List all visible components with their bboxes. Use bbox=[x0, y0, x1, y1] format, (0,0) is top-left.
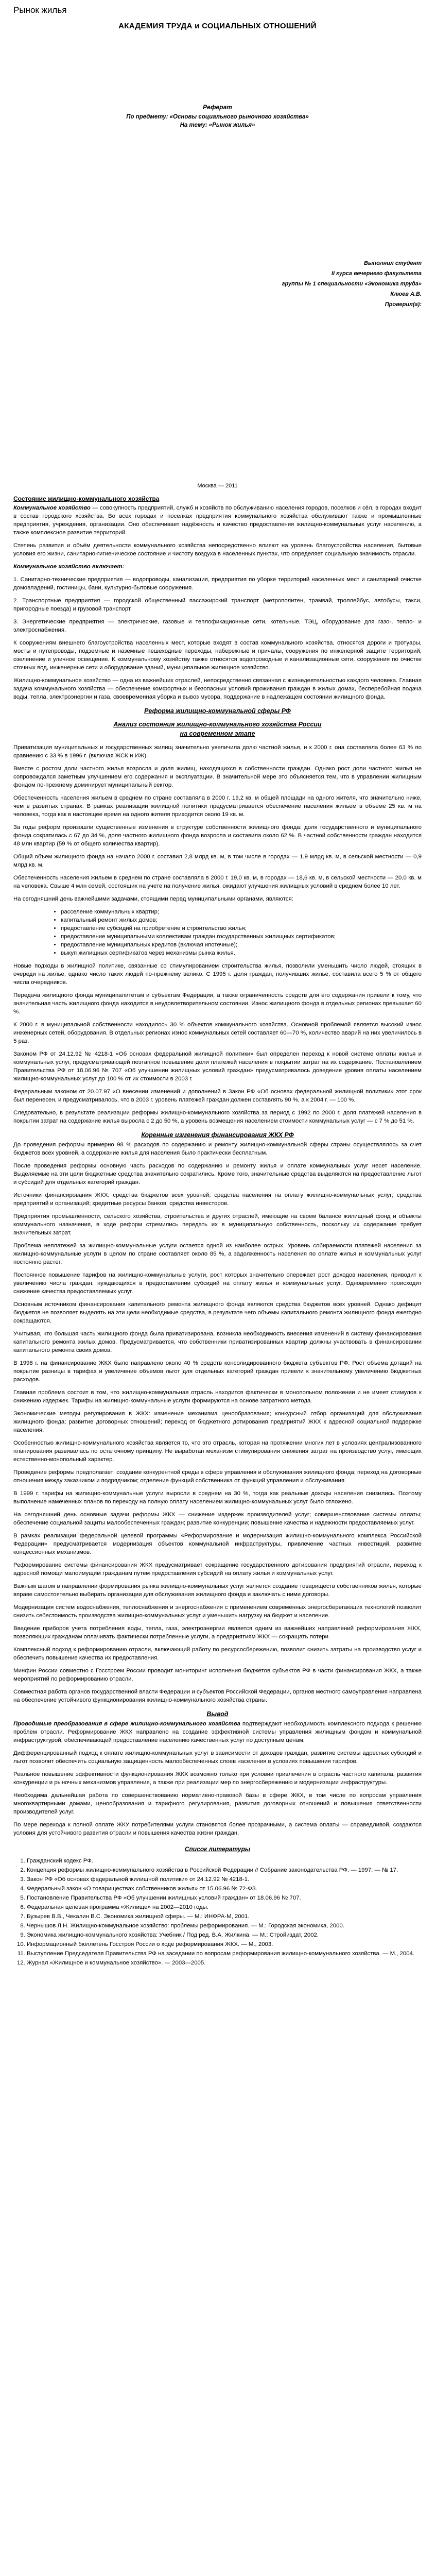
paragraph: Модернизация систем водоснабжения, теплоснабжения и энергоснабжения с применением современных энергосберегающих технологий позволит снизить себестоимость производства жилищно-коммунальных услуг и уменьшить нагрузку на бюджет и население. bbox=[13, 1604, 422, 1619]
paragraph: Федеральным законом от 20.07.97 «О внесении изменений и дополнений в Закон РФ «Об основах федеральной жилищной политики» этот срок был перенесен, и предусматривалось, что в 2003 г. уровень платежей граждан должен составлять 90 %, а к 2004 г. — 100 %. bbox=[13, 1089, 422, 1103]
paragraph: Основным источником финансирования капитального ремонта жилищного фонда являются средства бюджетов всех уровней. Однако дефицит бюджетов не позволяет выделять на эти цели необходимые средства, в результате чего объемы капитального ремонта жилищного фонда ежегодно сокращаются. bbox=[13, 1301, 422, 1324]
section-heading: на современном этапе bbox=[180, 730, 255, 737]
student-line: II курса вечернего факультета bbox=[331, 270, 422, 277]
source-item: 2. Концепция реформы жилищно-коммунального хозяйства в Российской Федерации // Собрание законодательства РФ. — 1997. — № 17. bbox=[27, 1866, 422, 1874]
city-year: Москва — 2011 bbox=[197, 483, 238, 489]
paragraph: К сооружениям внешнего благоустройства населенных мест, которые входят в состав коммунального хозяйства, относятся дороги и тротуары, мосты и путепроводы, подземные и наземные пешеходные переходы, набережные и причалы, сооружения по инженерной защите территорий, озеленение и уличное освещение. К коммунальному хозяйству также относятся водопроводные и канализационные сети, сооружения по очистке сточных вод, инженерные сети и оборудование зданий, муниципальное жилищное хозяйство. bbox=[13, 640, 422, 671]
paragraph: 3. Энергетические предприятия — электрические, газовые и теплофикационные сети, котельные, ТЭЦ, оборудование для газо-, тепло- и электроснабжения. bbox=[13, 619, 422, 633]
paragraph bbox=[13, 1720, 422, 1744]
section-heading: Коренные изменения финансирования ЖКХ РФ bbox=[141, 1131, 294, 1139]
paragraph: В рамках реализации федеральной целевой программы «Реформирование и модернизация жилищно-коммунального комплекса Российской Федерации» предусматривается модернизация объектов коммунальной инфраструктуры, привлечение частных инвестиций, развитие концессионных механизмов. bbox=[13, 1533, 422, 1555]
paragraph: Главная проблема состоит в том, что жилищно-коммунальная отрасль находится фактически в монопольном положении и не имеет стимулов к снижению издержек. Тарифы на жилищно-коммунальные услуги формируются на основе затратного метода. bbox=[13, 1389, 422, 1404]
paragraph: Реформирование системы финансирования ЖКХ предусматривает сокращение государственного дотирования предприятий отрасли, переход к адресной помощи малоимущим гражданам путем предоставления субсидий на оплату жилья и коммунальных услуг. bbox=[13, 1562, 422, 1577]
paragraph: Дифференцированный подход к оплате жилищно-коммунальных услуг в зависимости от доходов граждан, развитие системы адресных субсидий и льгот позволит обеспечить социальную защищенность малообеспеченных слоев населения в условиях повышения тарифов. bbox=[13, 1750, 422, 1765]
source-item: 1. Гражданский кодекс РФ. bbox=[27, 1857, 422, 1865]
source-item: 12. Журнал «Жилищное и коммунальное хозяйство». — 2003—2005. bbox=[27, 1959, 422, 1967]
topic-line: На тему: «Рынок жилья» bbox=[180, 122, 255, 128]
paragraph: На сегодняшний день основные задачи реформы ЖКХ — снижение издержек производителей услуг; совершенствование системы оплаты; обеспечение социальной защиты малообеспеченных граждан; развитие конкуренции; повышение качества и надежности предоставляемых услуг. bbox=[13, 1512, 422, 1526]
source-item: 3. Закон РФ «Об основах федеральной жилищной политики» от 24.12.92 № 4218-1. bbox=[27, 1875, 422, 1884]
source-item: 5. Постановление Правительства РФ «Об улучшении жилищных условий граждан» от 18.06.96 № 707. bbox=[27, 1894, 422, 1902]
paragraph: Коммунальное хозяйство включает: bbox=[13, 564, 125, 570]
paragraph: Реальное повышение эффективности функционирования ЖКХ возможно только при условии привлечения в отрасль частного капитала, развития конкуренции и рыночных механизмов управления, а также при реализации мер по энергосбережению и модернизации инфраструктуры. bbox=[13, 1771, 422, 1786]
paragraph: Новые подходы в жилищной политике, связанные со стимулированием строительства жилья, позволили уменьшить число людей, стоящих в очереди на жилье, однако число таких людей по-прежнему велико. С 1995 г. доля граждан, получивших жилье, составила всего 5 % от общего числа очередников. bbox=[13, 963, 422, 986]
student-line: группы № 1 специальности «Экономика труда» bbox=[282, 281, 422, 287]
paragraph bbox=[13, 504, 422, 537]
source-item: 10. Информационный бюллетень Госстроя России о ходе реформирования ЖКХ. — М., 2003. bbox=[27, 1940, 422, 1948]
paragraph: Особенностью жилищно-коммунального хозяйства является то, что это отрасль, которая на протяжении многих лет в условиях централизованного планирования развивалась по остаточному принципу. Не выработан механизм стимулирования снижения затрат на производство услуг, имеющих естественно-монопольный характер. bbox=[13, 1440, 422, 1463]
list-item: • капитальный ремонт жилых домов; bbox=[61, 916, 422, 924]
section-heading: Состояние жилищно-коммунального хозяйства bbox=[13, 495, 160, 502]
referat-title: Реферат bbox=[203, 104, 232, 111]
paragraph: Совместная работа органов государственной власти Федерации и субъектов Российской Федерации, органов местного самоуправления направлена на обеспечение устойчивого функционирования жилищно-коммунального хозяйства страны. bbox=[13, 1689, 422, 1703]
paragraph: Проблема неплатежей за жилищно-коммунальные услуги остается одной из наиболее острых. Уровень собираемости платежей населения за жилищно-коммунальные услуги в целом по стране составляет около 85 %, а задолженность населения по оплате жилья и коммунальных услуг постоянно растет. bbox=[13, 1243, 422, 1265]
paragraph: Необходима дальнейшая работа по совершенствованию нормативно-правовой базы в сфере ЖКХ, в том числе по вопросам управления многоквартирными домами, ценообразования и тарифного регулирования, развития договорных отношений и повышения ответственности производителей услуг. bbox=[13, 1792, 422, 1815]
paragraph: 1. Санитарно-технические предприятия — водопроводы, канализация, предприятия по уборке территорий населенных мест и санитарной очистке домовладений, гостиницы, бани, культурно-бытовые сооружения. bbox=[13, 577, 422, 591]
paragraph-text: — совокупность предприятий, служб и хозяйств по обслуживанию населения городов, поселков и сёл, в городах входит в состав городского хозяйства. Во всех городах и поселках предприятия коммунального хозяйства обслуживают также и промышленные предприятия, учреждения, организации. Оно обеспечивает надёжность и качество предоставления жилищно-коммунальных услуг населению, а также комплексное развитие территорий. bbox=[13, 505, 422, 536]
paragraph: Экономические методы регулирования в ЖКХ: изменение механизма ценообразования; конкурсный отбор организаций для обслуживания жилищного фонда; развитие договорных отношений; переход от бюджетного дотирования предприятий ЖКХ к адресной социальной поддержке населения. bbox=[13, 1411, 422, 1433]
source-item: 4. Федеральный закон «О товариществах собственников жилья» от 15.06.96 № 72-ФЗ. bbox=[27, 1885, 422, 1893]
source-item: 8. Чернышов Л.Н. Жилищно-коммунальное хозяйство: проблемы реформирования. — М.: Городская экономика, 2000. bbox=[27, 1922, 422, 1930]
paragraph: Учитывая, что большая часть жилищного фонда была приватизирована, возникла необходимость внесения изменений в систему финансирования капитального ремонта жилых домов. Предусматривается, что собственники приватизированных квартир должны участвовать в финансировании капитального ремонта своих домов. bbox=[13, 1331, 422, 1353]
paragraph: До проведения реформы примерно 98 % расходов по содержанию и ремонту жилищно-коммунальной сферы страны осуществлялось за счет бюджетов всех уровней, а содержание жилья для населения было практически бесплатным. bbox=[13, 1142, 422, 1156]
list-item: • предоставление субсидий на приобретение и строительство жилья; bbox=[61, 924, 422, 933]
paragraph: В 1998 г. на финансирование ЖКХ было направлено около 40 % средств консолидированного бюджета субъектов РФ. Рост объема дотаций на покрытие разницы в тарифах и увеличение объемов льгот для отдельных категорий граждан привели к значительному увеличению бюджетных расходов. bbox=[13, 1360, 422, 1383]
paragraph: Источники финансирования ЖКХ: средства бюджетов всех уровней; средства населения на оплату жилищно-коммунальных услуг; средства предприятий и организаций; кредитные ресурсы банков; средства инвесторов. bbox=[13, 1192, 422, 1207]
paragraph: Введение приборов учета потребления воды, тепла, газа, электроэнергии является одним из важнейших направлений реформирования ЖКХ, позволяющих гражданам оплачивать фактически потребленные услуги, а предприятиям ЖКХ — сокращать потери. bbox=[13, 1625, 422, 1640]
source-item: 11. Выступление Председателя Правительства РФ на заседании по вопросам реформирования жилищно-коммунального хозяйства. — М., 2004. bbox=[27, 1950, 422, 1958]
list-item: • расселение коммунальных квартир; bbox=[61, 908, 422, 916]
student-line: Клюев А.В. bbox=[390, 291, 422, 297]
sources-list bbox=[13, 1857, 422, 1967]
paragraph: К 2000 г. в муниципальной собственности находилось 30 % объектов коммунального хозяйства. Основной проблемой является высокий износ инженерных сетей, оборудования. В отдельных регионах износ коммунальных сетей составляет 60—70 %, количество аварий на них увеличилось в 5 раз. bbox=[13, 1022, 422, 1044]
paragraph: Важным шагом в направлении формирования рынка жилищно-коммунальных услуг является создание товариществ собственников жилья, которые вправе самостоятельно выбирать организации для обслуживания жилищного фонда и заключать с ними договоры. bbox=[13, 1583, 422, 1598]
paragraph-lead: Коммунальное хозяйство bbox=[13, 505, 91, 511]
paragraph: Степень развития и объём деятельности коммунального хозяйства непосредственно влияют на уровень благоустройства населения, бытовые условия его жизни, санитарно-гигиеническое состояние и чистоту воздуха в населенных пунктах, что определяет социальную значимость отрасли. bbox=[13, 543, 422, 557]
paragraph: Передача жилищного фонда муниципалитетам и субъектам Федерации, а также ограниченность средств для его содержания привели к тому, что значительная часть жилищного фонда находится в неудовлетворительном состоянии. Износ жилищного фонда в отдельных регионах превышает 60 %. bbox=[13, 992, 422, 1015]
paragraph: Минфин России совместно с Госстроем России проводит мониторинг исполнения бюджетов субъектов РФ в части финансирования ЖКХ, а также мероприятий по реформированию отрасли. bbox=[13, 1668, 422, 1682]
student-line: Выполнил студент bbox=[364, 260, 422, 266]
paragraph: По мере перехода к полной оплате ЖКУ потребителями услуги становятся более прозрачными, а система оплаты — справедливой, создаются условия для устойчивого развития отрасли и повышения качества жизни граждан. bbox=[13, 1822, 422, 1836]
paragraph: Общий объем жилищного фонда на начало 2000 г. составил 2,8 млрд кв. м, в том числе в городах — 1,9 млрд кв. м, в сельской местности — 0,9 млрд кв. м. bbox=[13, 854, 422, 868]
list-item: • предоставление муниципальных кредитов (включая ипотечные); bbox=[61, 941, 422, 949]
paragraph: Жилищно-коммунальное хозяйство — одна из важнейших отраслей, непосредственно связанная с жизнедеятельностью каждого человека. Главная задача коммунального хозяйства — обеспечение комфортных и безопасных условий проживания граждан в жилых домах, бесперебойная подача воды, тепла, электроэнергии и газа, своевременная уборка и вывоз мусора, поддержание в надлежащем состоянии жилищного фонда. bbox=[13, 677, 422, 700]
list-item: • предоставление муниципальными коллективам граждан государственных жилищных сертификатов; bbox=[61, 933, 422, 941]
section-heading: Реформа жилищно-коммунальной сферы РФ bbox=[144, 707, 291, 715]
source-item: 6. Федеральная целевая программа «Жилище» на 2002—2010 годы. bbox=[27, 1903, 422, 1911]
subject-line: По предмету: «Основы социального рыночного хозяйства» bbox=[126, 114, 309, 120]
list-item: • выкуп жилищных сертификатов через механизмы рынка жилья. bbox=[61, 949, 422, 957]
paragraph: Обеспеченность населения жильем в среднем по стране составляла в 2000 г. 19,0 кв. м, в городах — 18,6 кв. м, в сельской местности — 20,0 кв. м на человека. Свыше 4 млн семей, состоящих на учете на получение жилья, ожидают улучшения жилищных условий в среднем более 10 лет. bbox=[13, 875, 422, 889]
section-heading: Вывод bbox=[206, 1710, 229, 1718]
paragraph: Постоянное повышение тарифов на жилищно-коммунальные услуги, рост которых значительно опережает рост доходов населения, приводит к увеличению числа граждан, нуждающихся в предоставлении субсидий на оплату жилья и коммунальных услуг. Одновременно происходит снижение качества предоставляемых услуг. bbox=[13, 1272, 422, 1295]
paragraph: Законом РФ от 24.12.92 № 4218-1 «Об основах федеральной жилищной политики» был определен переход к новой системе оплаты жилья и коммунальных услуг, предусматривающей поэтапное повышение доли платежей населения в покрытии затрат на их содержание. Постановлением Правительства РФ от 18.06.96 № 707 «Об улучшении жилищных условий граждан» предусматривалось доведение уровня оплаты населением жилищно-коммунальных услуг до 100 % от их стоимости в 2003 г. bbox=[13, 1051, 422, 1082]
paragraph: Приватизация муниципальных и государственных жилищ значительно увеличила долю частной жилья, и к 2000 г. она составляла более 63 % по сравнению с 33 % в 1996 г. (включая ЖСК и ИЖ). bbox=[13, 744, 422, 759]
source-item: 7. Бузырев В.В., Чекалин В.С. Экономика жилищной сферы. — М.: ИНФРА-М, 2001. bbox=[27, 1912, 422, 1921]
paragraph: В 1999 г. тарифы на жилищно-коммунальные услуги выросли в среднем на 30 %, тогда как реальные доходы населения снизились. Поэтому выполнение намеченных планов по переходу на полную оплату населением жилищно-коммунальных услуг было отложено. bbox=[13, 1490, 422, 1505]
paragraph: Обеспеченность населения жильем в среднем по стране составляла в 2000 г. 19,2 кв. м общей площади на одного жителя, что значительно ниже, чем в развитых странах. В рамках реализации жилищной политики предусматривается обеспечение населения жильем в объеме 25 кв. м на человека, тогда как в настоящее время на одного жителя приходится около 19 кв. м. bbox=[13, 795, 422, 818]
paragraph: Предприятия промышленности, сельского хозяйства, строительства и других отраслей, имеющие на своем балансе жилищный фонд и объекты коммунального назначения, в ходе реформ стремились передать их в муниципальную собственность, поскольку их содержание требует значительных затрат. bbox=[13, 1213, 422, 1236]
document-title: Рынок жилья bbox=[13, 5, 67, 15]
paragraph: После проведения реформы основную часть расходов по содержанию и ремонту жилья и оплате коммунальных услуг несет население. Выделяемые на эти цели бюджетные средства значительно сократились. Кроме того, значительные средства выделяются на предоставление льгот и субсидий для отдельных категорий граждан. bbox=[13, 1163, 422, 1185]
section-heading: Анализ состояния жилищно-коммунального хозяйства России bbox=[113, 721, 322, 728]
paragraph: 2. Транспортные предприятия — городской общественный пассажирский транспорт (метрополитен, трамвай, троллейбус, автобусы, такси, пригородные поезда) и грузовой транспорт. bbox=[13, 598, 422, 612]
paragraph-lead: Проводимые преобразования в сфере жилищно-коммунального хозяйства bbox=[13, 1721, 240, 1727]
source-item: 9. Экономика жилищно-коммунального хозяйства: Учебник / Под ред. В.А. Жилкина. — М.: Стройиздат, 2002. bbox=[27, 1931, 422, 1939]
sources-heading: Список литературы bbox=[184, 1845, 251, 1853]
paragraph: Следовательно, в результате реализации реформы жилищно-коммунального хозяйства за период с 1992 по 2000 г. доля платежей населения в покрытии затрат на содержание жилья выросла с 2 до 50 %, а уровень возмещения населением стоимости коммунальных услуг — с 7 % до 51 %. bbox=[13, 1110, 422, 1124]
paragraph: Комплексный подход к реформированию отрасли, включающий работу по ресурсосбережению, позволит снизить затраты на производство услуг и обеспечить повышение качества их предоставления. bbox=[13, 1647, 422, 1661]
student-line: Проверил(а): bbox=[385, 301, 422, 308]
paragraph: На сегодняшний день важнейшими задачами, стоящими перед муниципальными органами, являются: bbox=[13, 896, 293, 902]
paragraph-text: подтверждают необходимость комплексного подхода к решению проблем отрасли. Реформирование ЖКХ направлено на создание эффективной системы управления жилищным фондом и коммунальной инфраструктурой, обеспечивающей предоставление населению качественных услуг по доступным ценам. bbox=[13, 1721, 422, 1743]
task-list bbox=[13, 908, 422, 957]
paragraph: Вместе с ростом доли частного жилья возросла и доля жилищ, находящихся в собственности граждан. Однако рост доли частного жилья не сопровождался заметным улучшением его содержания и эксплуатации. В значительной мере это объясняется тем, что в управлении жилищным фондом по-прежнему доминирует муниципальный сектор. bbox=[13, 766, 422, 788]
paragraph: Проведение реформы предполагает: создание конкурентной среды в сфере управления и обслуживания жилищного фонда; переход на договорные отношения между заказчиком и подрядчиком; отделение функций собственника от функций управления и обслуживания. bbox=[13, 1469, 422, 1484]
academy-heading: АКАДЕМИЯ ТРУДА и СОЦИАЛЬНЫХ ОТНОШЕНИЙ bbox=[118, 22, 317, 30]
paragraph: За годы реформ произошли существенные изменения в структуре собственности жилищного фонда: доля государственного и муниципального фонда сократилась с 67 до 34 %, доля частного жилищного фонда возросла и составила около 62 %. В частной собственности граждан находится 48 млн квартир (59 % от общего количества квартир). bbox=[13, 824, 422, 847]
